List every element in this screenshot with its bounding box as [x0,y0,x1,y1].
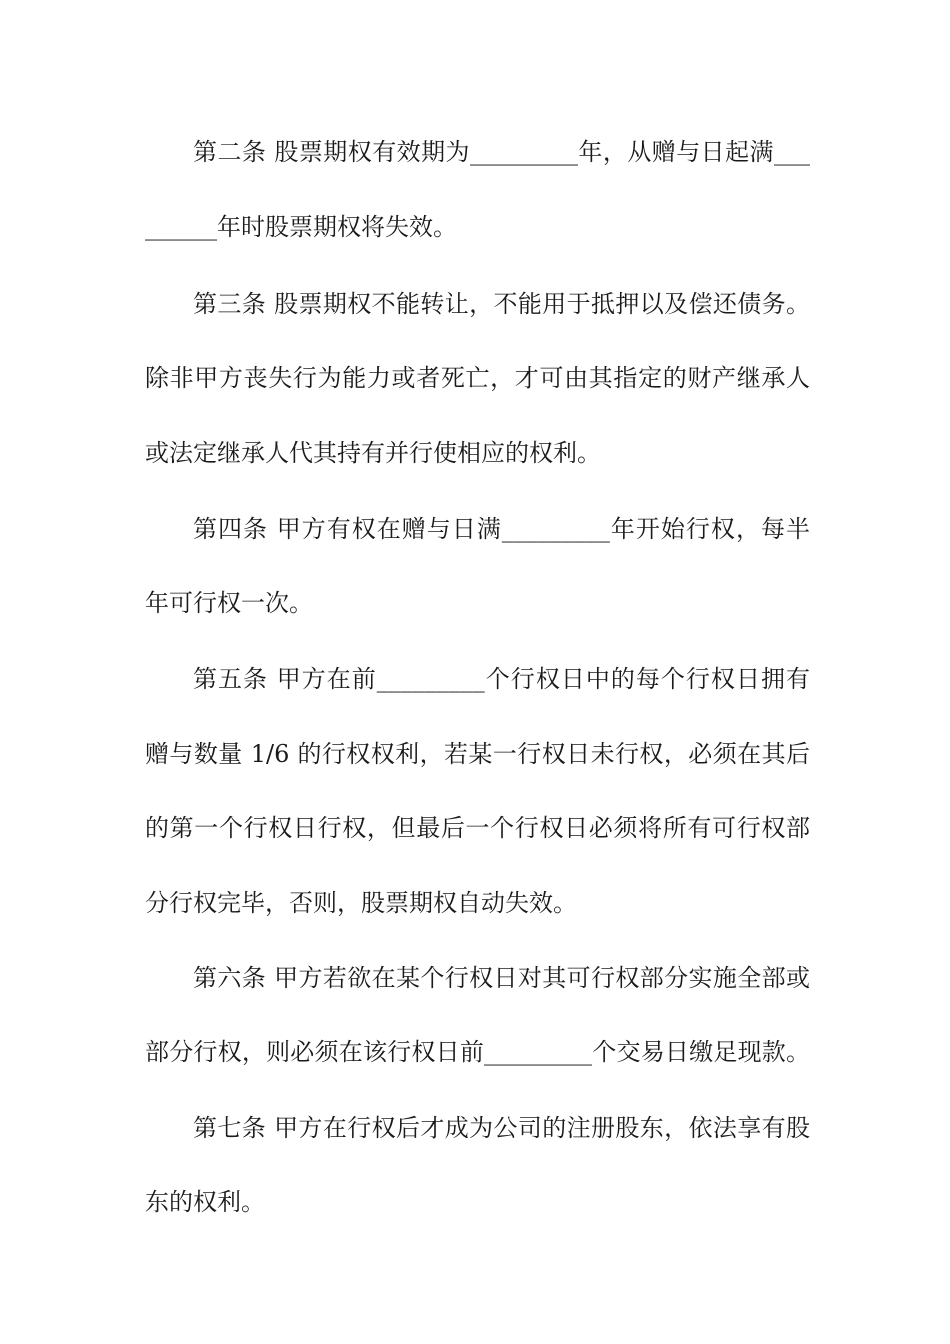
article-6-line-2: 部分行权，则必须在该行权日前_________个交易日缴足现款。 [145,1038,810,1066]
article-2-line-1: 第二条 股票期权有效期为_________年，从赠与日起满___ [193,138,810,166]
article-6-line-1: 第六条 甲方若欲在某个行权日对其可行权部分实施全部或 [193,964,810,992]
article-3-line-1: 第三条 股票期权不能转让，不能用于抵押以及偿还债务。 [193,290,810,318]
article-4-line-2: 年可行权一次。 [145,589,313,617]
article-7-line-2: 东的权利。 [145,1188,265,1216]
article-5-line-2: 赠与数量 1/6 的行权权利，若某一行权日未行权，必须在其后 [145,740,810,768]
article-5-line-3: 的第一个行权日行权，但最后一个行权日必须将所有可行权部 [145,814,810,842]
article-4-line-1: 第四条 甲方有权在赠与日满_________年开始行权，每半 [193,515,810,543]
article-5-line-4: 分行权完毕，否则，股票期权自动失效。 [145,889,577,917]
article-2-line-2: ______年时股票期权将失效。 [145,213,457,241]
article-7-line-1: 第七条 甲方在行权后才成为公司的注册股东，依法享有股 [193,1114,810,1142]
article-3-line-2: 除非甲方丧失行为能力或者死亡，才可由其指定的财产继承人 [145,364,810,392]
article-3-line-3: 或法定继承人代其持有并行使相应的权利。 [145,439,601,467]
article-5-line-1: 第五条 甲方在前_________个行权日中的每个行权日拥有 [193,665,810,693]
